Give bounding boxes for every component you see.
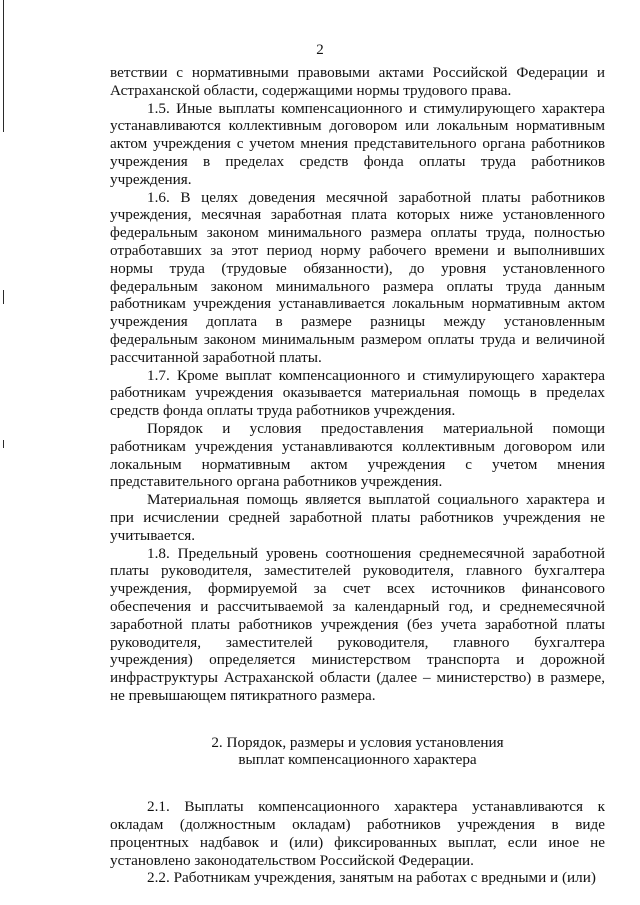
scan-edge-mark — [3, 290, 4, 304]
paragraph-material-aid-nature: Материальная помощь является выплатой социального характера и при исчислении средней заработной платы работников учреждения не учитывается. — [110, 491, 605, 544]
paragraph-2-2: 2.2. Работникам учреждения, занятым на работах с вредными и (или) — [147, 869, 596, 887]
paragraph-material-aid-procedure: Порядок и условия предоставления материальной помощи работникам учреждения устанавливаются коллективным договором или локальным нормативным актом учреждения с учетом мнения представительного органа работников учреждения. — [110, 419, 605, 491]
paragraph-1-6: 1.6. В целях доведения месячной заработной платы работников учреждения, месячная заработная плата которых ниже установленного федеральным законом минимального размера оплаты труда, полностью отработавших за этот период норму рабочего времени и выполнивших нормы труда (трудовые обязанности), до уровня установленного федеральным законом минимального размера оплаты труда данным работникам учреждения устанавливается локальным нормативным актом учреждения доплата в размере разницы между установленным федеральным законом минимальным размером оплаты труда и величиной рассчитанной заработной платы. — [110, 188, 605, 366]
paragraph-2-1: 2.1. Выплаты компенсационного характера устанавливаются к окладам (должностным окладам) работников учреждения в виде процентных надбавок и (или) фиксированных выплат, если иное не установлено законодательством Российской Федерации. — [110, 798, 605, 869]
scan-edge-mark — [3, 440, 4, 448]
document-body — [110, 64, 605, 887]
page-number: 2 — [316, 42, 324, 58]
paragraph-1-5: 1.5. Иные выплаты компенсационного и стимулирующего характера устанавливаются коллективным договором или локальным нормативным актом учреждения с учетом мнения представительного органа работников учреждения в пределах средств фонда оплаты труда работников учреждения. — [110, 99, 605, 188]
paragraph-continuation: ветствии с нормативными правовыми актами Российской Федерации и Астраханской области, содержащими нормы трудового права. — [110, 64, 605, 99]
section-heading — [110, 734, 605, 770]
section-heading-line1: 2. Порядок, размеры и условия установления — [211, 733, 504, 751]
section-heading-line2: выплат компенсационного характера — [238, 751, 477, 769]
paragraph-1-7: 1.7. Кроме выплат компенсационного и стимулирующего характера работникам учреждения оказывается материальная помощь в пределах средств фонда оплаты труда работников учреждения. — [110, 366, 605, 420]
scan-edge-mark — [3, 0, 4, 132]
paragraph-1-8: 1.8. Предельный уровень соотношения среднемесячной заработной платы руководителя, заместителей руководителя, главного бухгалтера учреждения, формируемой за счет всех источников финансового обеспечения и рассчитываемой за календарный год, и среднемесячной заработной платы работников учреждения (без учета заработной платы руководителя, заместителей руководителя, главного бухгалтера учреждения) определяется министерством транспорта и дорожной инфраструктуры Астраханской области (далее – министерство) в размере, не превышающем пятикратного размера. — [110, 544, 605, 704]
